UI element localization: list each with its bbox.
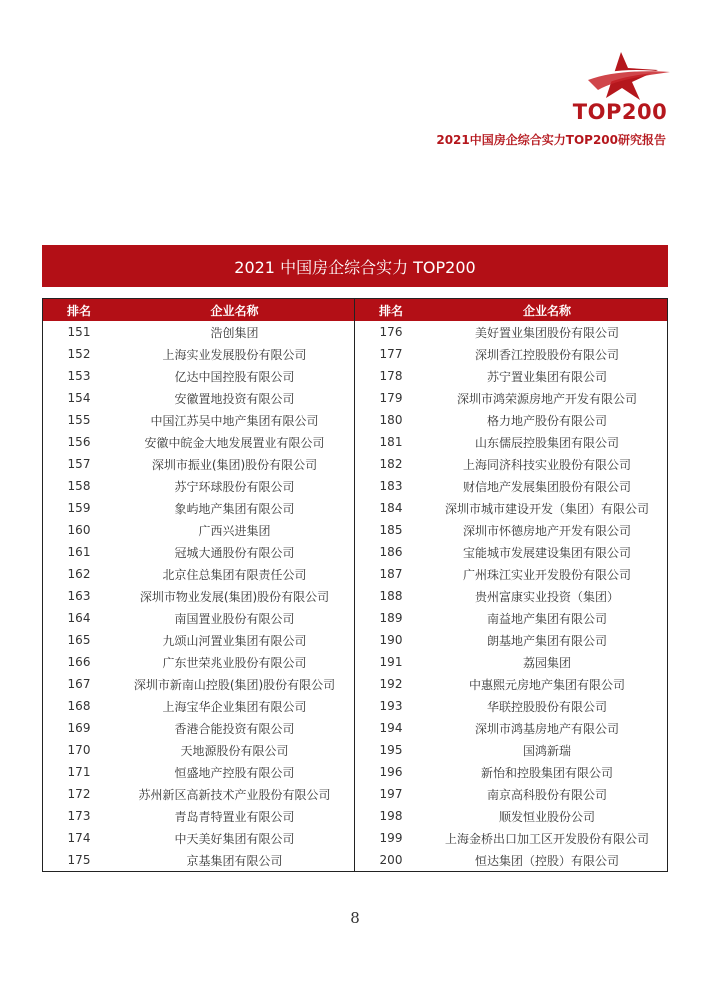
company-name-cell: 上海同济科技实业股份有限公司: [462, 457, 631, 472]
table-row: [43, 717, 354, 739]
rank-cell: 187: [379, 567, 403, 581]
rank-cell: 176: [379, 325, 403, 339]
company-name-cell: 深圳市城市建设开发（集团）有限公司: [444, 501, 649, 516]
rank-cell: 163: [67, 589, 91, 603]
table-row: [355, 365, 667, 387]
rank-cell: 177: [379, 347, 403, 361]
rank-cell: 171: [67, 765, 91, 779]
company-name-cell: 深圳市振业(集团)股份有限公司: [151, 457, 318, 472]
ranking-table: [42, 298, 668, 872]
table-banner: [42, 245, 668, 287]
company-name-cell: 上海宝华企业集团有限公司: [162, 699, 307, 714]
rank-cell: 182: [379, 457, 403, 471]
table-row: [43, 409, 354, 431]
banner-title: 2021 中国房企综合实力 TOP200: [234, 257, 476, 277]
table-row: [355, 497, 667, 519]
company-name-cell: 国鸿新瑞: [522, 743, 571, 758]
header-name: 企业名称: [210, 303, 259, 318]
rank-cell: 167: [67, 677, 91, 691]
rank-cell: 173: [67, 809, 91, 823]
company-name-cell: 广东世荣兆业股份有限公司: [162, 655, 307, 670]
rank-cell: 185: [379, 523, 403, 537]
table-row: [43, 453, 354, 475]
company-name-cell: 荔园集团: [522, 655, 571, 670]
rank-cell: 199: [379, 831, 403, 845]
company-name-cell: 亿达中国控股有限公司: [174, 369, 295, 384]
table-row: [355, 783, 667, 805]
company-name-cell: 宝能城市发展建设集团有限公司: [462, 545, 631, 560]
table-header: [355, 299, 667, 321]
table-row: [43, 827, 354, 849]
header-rank: 排名: [66, 303, 91, 318]
rank-cell: 161: [67, 545, 91, 559]
company-name-cell: 中国江苏吴中地产集团有限公司: [150, 413, 319, 428]
company-name-cell: 贵州富康实业投资（集团）: [474, 589, 619, 604]
company-name-cell: 南国置业股份有限公司: [174, 611, 295, 626]
rank-cell: 160: [67, 523, 91, 537]
table-row: [43, 431, 354, 453]
rank-cell: 193: [379, 699, 403, 713]
table-left-half: [43, 299, 355, 871]
table-row: [355, 805, 667, 827]
company-name-cell: 象屿地产集团有限公司: [174, 501, 295, 516]
table-row: [355, 673, 667, 695]
table-right-half: [355, 299, 667, 871]
table-row: [355, 607, 667, 629]
rank-cell: 165: [67, 633, 91, 647]
table-row: [355, 739, 667, 761]
table-row: [43, 673, 354, 695]
company-name-cell: 冠城大通股份有限公司: [174, 545, 295, 560]
header-rank: 排名: [378, 303, 403, 318]
company-name-cell: 深圳市鸿荣源房地产开发有限公司: [456, 391, 637, 406]
header-name: 企业名称: [522, 303, 571, 318]
rank-cell: 152: [67, 347, 91, 361]
rank-cell: 200: [379, 853, 403, 867]
logo-text: TOP200: [572, 100, 668, 124]
table-row: [355, 761, 667, 783]
company-name-cell: 中天美好集团有限公司: [174, 831, 295, 846]
company-name-cell: 深圳市新南山控股(集团)股份有限公司: [133, 677, 336, 692]
rank-cell: 189: [379, 611, 403, 625]
table-row: [43, 651, 354, 673]
company-name-cell: 中惠熙元房地产集团有限公司: [468, 677, 625, 692]
rank-cell: 198: [379, 809, 403, 823]
rank-cell: 186: [379, 545, 403, 559]
table-row: [355, 717, 667, 739]
company-name-cell: 格力地产股份有限公司: [486, 413, 607, 428]
company-name-cell: 深圳香江控股股份有限公司: [474, 347, 619, 362]
table-row: [355, 475, 667, 497]
table-row: [43, 607, 354, 629]
rank-cell: 178: [379, 369, 403, 383]
rank-cell: 179: [379, 391, 403, 405]
table-row: [43, 563, 354, 585]
table-row: [355, 695, 667, 717]
table-row: [43, 475, 354, 497]
table-row: [43, 497, 354, 519]
table-row: [355, 343, 667, 365]
page-number: 8: [350, 909, 360, 927]
company-name-cell: 朗基地产集团有限公司: [486, 633, 607, 648]
rank-cell: 196: [379, 765, 403, 779]
company-name-cell: 山东儒辰控股集团有限公司: [474, 435, 619, 450]
rank-cell: 166: [67, 655, 91, 669]
table-row: [43, 365, 354, 387]
rank-cell: 170: [67, 743, 91, 757]
rank-cell: 175: [67, 853, 91, 867]
company-name-cell: 深圳市鸿基房地产有限公司: [474, 721, 619, 736]
rank-cell: 155: [67, 413, 91, 427]
report-title: 2021中国房企综合实力TOP200研究报告: [436, 133, 666, 147]
rank-cell: 197: [379, 787, 403, 801]
rank-cell: 194: [379, 721, 403, 735]
table-row: [43, 519, 354, 541]
table-row: [355, 519, 667, 541]
rank-cell: 158: [67, 479, 91, 493]
company-name-cell: 京基集团有限公司: [186, 853, 283, 868]
rank-cell: 159: [67, 501, 91, 515]
company-name-cell: 南益地产集团有限公司: [486, 611, 607, 626]
top200-logo: [566, 48, 674, 126]
company-name-cell: 北京住总集团有限责任公司: [162, 567, 307, 582]
rank-cell: 181: [379, 435, 403, 449]
table-row: [355, 827, 667, 849]
table-row: [43, 849, 354, 871]
rank-cell: 184: [379, 501, 403, 515]
rank-cell: 157: [67, 457, 91, 471]
company-name-cell: 上海金桥出口加工区开发股份有限公司: [444, 831, 649, 846]
table-row: [355, 563, 667, 585]
company-name-cell: 天地源股份有限公司: [180, 743, 289, 758]
company-name-cell: 安徽置地投资有限公司: [174, 391, 295, 406]
table-row: [355, 849, 667, 871]
rank-cell: 162: [67, 567, 91, 581]
rank-cell: 151: [67, 325, 91, 339]
table-header: [43, 299, 354, 321]
rank-cell: 156: [67, 435, 91, 449]
table-row: [43, 541, 354, 563]
table-row: [355, 453, 667, 475]
company-name-cell: 九颂山河置业集团有限公司: [162, 633, 307, 648]
table-row: [43, 387, 354, 409]
left-rows: [43, 321, 354, 871]
table-row: [355, 629, 667, 651]
table-row: [355, 387, 667, 409]
company-name-cell: 财信地产发展集团股份有限公司: [462, 479, 631, 494]
company-name-cell: 上海实业发展股份有限公司: [162, 347, 307, 362]
rank-cell: 164: [67, 611, 91, 625]
company-name-cell: 安徽中皖金大地发展置业有限公司: [144, 435, 325, 450]
company-name-cell: 苏州新区高新技术产业股份有限公司: [138, 787, 331, 802]
rank-cell: 154: [67, 391, 91, 405]
rank-cell: 172: [67, 787, 91, 801]
table-row: [355, 585, 667, 607]
company-name-cell: 青岛青特置业有限公司: [174, 809, 295, 824]
rank-cell: 174: [67, 831, 91, 845]
table-row: [355, 541, 667, 563]
company-name-cell: 苏宁环球股份有限公司: [174, 479, 295, 494]
rank-cell: 195: [379, 743, 403, 757]
company-name-cell: 苏宁置业集团有限公司: [486, 369, 607, 384]
table-row: [355, 409, 667, 431]
rank-cell: 191: [379, 655, 403, 669]
table-row: [43, 761, 354, 783]
table-row: [43, 805, 354, 827]
company-name-cell: 华联控股股份有限公司: [486, 699, 607, 714]
rank-cell: 180: [379, 413, 403, 427]
table-row: [355, 431, 667, 453]
table-row: [43, 629, 354, 651]
company-name-cell: 南京高科股份有限公司: [486, 787, 607, 802]
company-name-cell: 深圳市怀德房地产开发有限公司: [462, 523, 631, 538]
company-name-cell: 浩创集团: [210, 325, 259, 340]
table-row: [355, 651, 667, 673]
table-row: [43, 343, 354, 365]
rank-cell: 190: [379, 633, 403, 647]
company-name-cell: 香港合能投资有限公司: [174, 721, 295, 736]
rank-cell: 153: [67, 369, 91, 383]
table-row: [43, 321, 354, 343]
right-rows: [355, 321, 667, 871]
company-name-cell: 深圳市物业发展(集团)股份有限公司: [139, 589, 330, 604]
company-name-cell: 新怡和控股集团有限公司: [480, 765, 613, 780]
table-row: [43, 585, 354, 607]
company-name-cell: 美好置业集团股份有限公司: [474, 325, 619, 340]
rank-cell: 183: [379, 479, 403, 493]
rank-cell: 188: [379, 589, 403, 603]
company-name-cell: 广州珠江实业开发股份有限公司: [462, 567, 631, 582]
table-row: [43, 739, 354, 761]
table-row: [355, 321, 667, 343]
company-name-cell: 顺发恒业股份公司: [498, 809, 595, 824]
rank-cell: 169: [67, 721, 91, 735]
company-name-cell: 恒达集团（控股）有限公司: [474, 853, 619, 868]
star-swoosh-icon: [566, 48, 674, 102]
table-row: [43, 783, 354, 805]
company-name-cell: 广西兴进集团: [198, 523, 271, 538]
company-name-cell: 恒盛地产控股有限公司: [174, 765, 295, 780]
rank-cell: 168: [67, 699, 91, 713]
table-row: [43, 695, 354, 717]
rank-cell: 192: [379, 677, 403, 691]
